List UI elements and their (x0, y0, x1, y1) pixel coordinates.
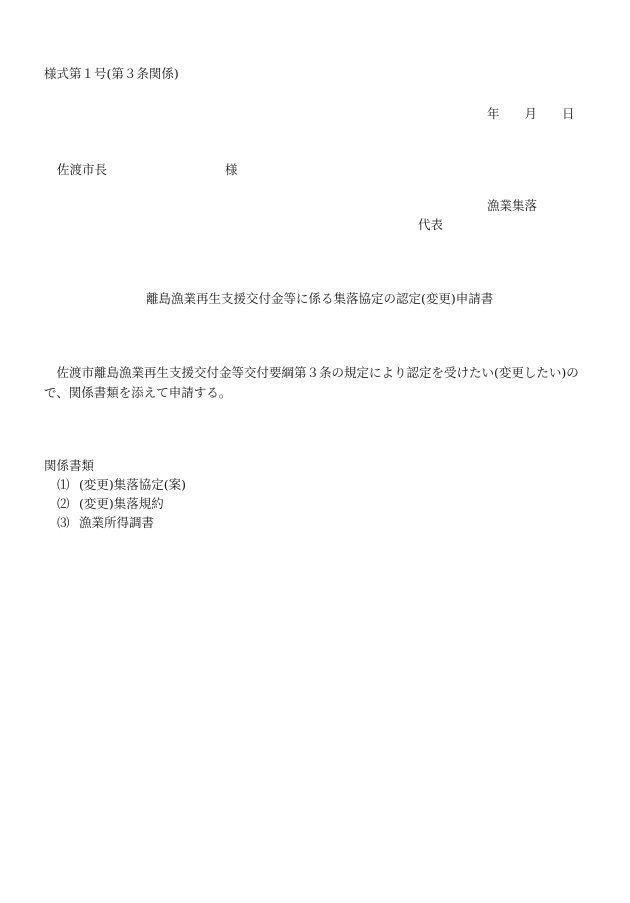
related-documents-heading: 関係書類 (44, 458, 95, 473)
addressee (57, 162, 238, 177)
item-label: (変更)集落協定(案) (79, 477, 187, 492)
addressee-honorific: 様 (225, 162, 238, 177)
related-document-item (57, 515, 154, 530)
applicant-representative: 代表 (418, 217, 444, 232)
addressee-name: 佐渡市長 (57, 162, 108, 177)
item-number: ⑴ (57, 477, 70, 492)
item-label: 漁業所得調書 (79, 515, 155, 530)
body-paragraph: 佐渡市離島漁業再生支援交付金等交付要綱第３条の規定により認定を受けたい(変更したい)ので、関係書類を添えて申請する。 (44, 365, 579, 400)
applicant-community: 漁業集落 (487, 198, 538, 213)
item-label: (変更)集落規約 (79, 496, 164, 511)
related-document-item (57, 477, 186, 492)
date-line (487, 106, 575, 121)
related-document-item (57, 496, 164, 511)
date-day-label: 日 (562, 106, 575, 121)
document-title: 離島漁業再生支援交付金等に係る集落協定の認定(変更)申請書 (146, 291, 494, 306)
item-number: ⑶ (57, 515, 70, 530)
item-number: ⑵ (57, 496, 70, 511)
form-number: 様式第１号(第３条関係) (44, 66, 179, 81)
date-month-label: 月 (524, 106, 538, 121)
date-year-label: 年 (487, 106, 500, 121)
